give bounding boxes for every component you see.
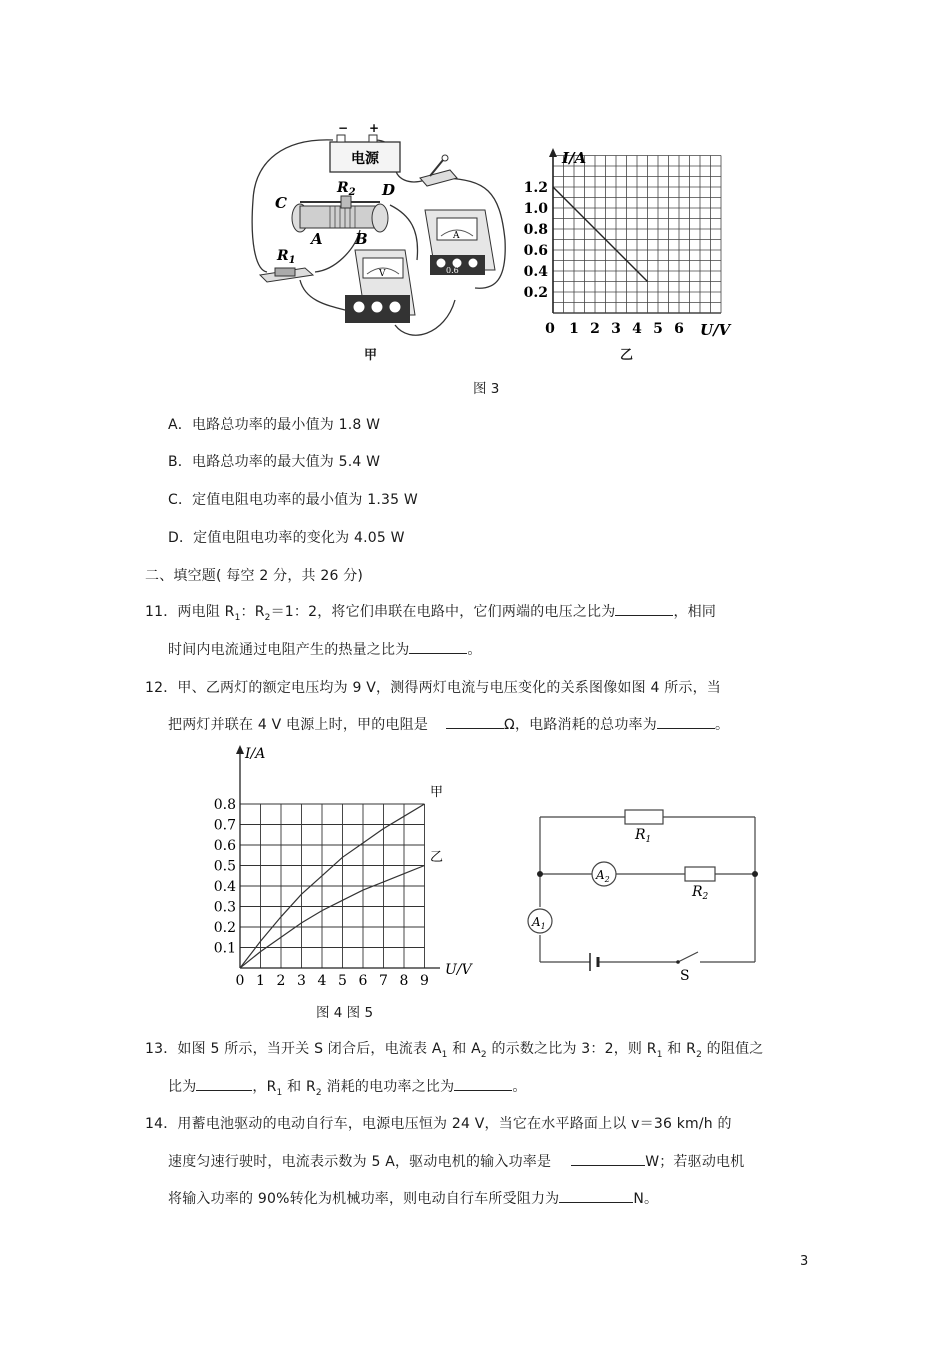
label-A1: $A_1$ xyxy=(532,915,546,931)
figure4-curve-jia-label: 甲 xyxy=(430,785,444,800)
option-a: A．电路总功率的最小值为 1.8 W xyxy=(168,417,381,433)
figure4-graph xyxy=(205,740,475,985)
figure3-xlabel: U/V xyxy=(700,321,731,339)
figure4-ytick: 0.6 xyxy=(213,838,236,854)
q13-line1: 13．如图 5 所示，当开关 S 闭合后，电流表 $A_1$ 和 $A_2$ 的示数之比为 3：2，则 $R_1$ 和 $R_2$ 的阻值之 xyxy=(145,1041,764,1060)
q12-line1: 12．甲、乙两灯的额定电压均为 9 V，测得两灯电流与电压变化的关系图像如图 4 所示，当 xyxy=(145,680,722,696)
option-d: D．定值电阻电功率的变化为 4.05 W xyxy=(168,530,405,546)
figure4-y-arrow xyxy=(236,745,244,754)
figure4-xtick: 2 xyxy=(276,973,286,985)
ammeter-scale: 0.6 xyxy=(446,266,459,275)
label-A: A xyxy=(311,230,323,248)
figure4-xtick: 4 xyxy=(317,973,327,985)
figure3-ytick: 0.6 xyxy=(523,243,548,259)
figure4-ytick: 0.3 xyxy=(213,899,236,916)
figure4-xtick: 6 xyxy=(358,973,368,985)
figure3-xtick: 2 xyxy=(590,321,600,337)
q11-line1: 11．两电阻 $R_1$：$R_2=1$：2，将它们串联在电路中，它们两端的电压之比为 ，相同 xyxy=(145,604,717,623)
option-c: C．定值电阻电功率的最小值为 1.35 W xyxy=(168,492,418,508)
label-R2: $R_2$ xyxy=(337,180,356,198)
q12-blank-1[interactable] xyxy=(446,716,504,729)
figure3-xtick: 4 xyxy=(632,321,642,337)
figure4-ytick: 0.2 xyxy=(213,920,236,936)
fig45-caption: 图 4 图 5 xyxy=(316,1005,374,1021)
figure3-graph xyxy=(520,145,735,345)
label-R2-fig5: $R_2$ xyxy=(692,884,709,902)
figure3-caption: 图 3 xyxy=(473,381,500,397)
q14-line1: 14．用蓄电池驱动的电动自行车，电源电压恒为 24 V，当它在水平路面上以 v＝36 km/h 的 xyxy=(145,1116,732,1132)
figure3-data-line xyxy=(553,187,648,282)
figure4-curve-yi-label: 乙 xyxy=(430,850,444,865)
label-A2: $A_2$ xyxy=(596,868,610,884)
figure4-curve-yi xyxy=(240,866,425,969)
figure4-xtick: 8 xyxy=(399,973,409,985)
plus-terminal: + xyxy=(369,121,380,135)
q14-line2: 速度匀速行驶时，电流表示数为 5 A，驱动电机的输入功率是 W；若驱动电机 xyxy=(168,1154,745,1170)
figure3-ytick: 0.4 xyxy=(523,264,548,280)
power-supply-label: 电源 xyxy=(351,151,379,167)
q13-blank-2[interactable] xyxy=(454,1078,512,1091)
junction-left xyxy=(537,871,543,877)
figure4-ytick: 0.1 xyxy=(213,940,236,957)
q11-blank-2[interactable] xyxy=(409,641,467,654)
figure4-ytick: 0.5 xyxy=(213,858,236,875)
rheostat xyxy=(292,196,388,232)
figure3-jia-label: 甲 xyxy=(364,348,378,363)
knife-switch xyxy=(420,155,457,186)
voltmeter xyxy=(345,250,415,323)
q14-blank-1[interactable] xyxy=(571,1153,645,1166)
section-title: 二、填空题( 每空 2 分，共 26 分) xyxy=(145,568,364,584)
page-number: 3 xyxy=(800,1254,809,1269)
label-C: C xyxy=(275,194,287,212)
figure5-circuit xyxy=(520,795,770,985)
ammeter xyxy=(425,210,495,275)
ammeter-letter: A xyxy=(453,231,460,241)
label-D: D xyxy=(382,181,396,199)
figure4-grid xyxy=(240,804,425,968)
q13-line2: 比为 ，$R_1$ 和 $R_2$ 消耗的电功率之比为 。 xyxy=(168,1079,527,1098)
label-B: B xyxy=(355,230,368,248)
figure4-ytick: 0.8 xyxy=(213,797,236,813)
figure3-grid xyxy=(553,156,721,314)
figure3-ytick: 1.2 xyxy=(523,180,548,196)
figure3-ytick: 0.2 xyxy=(523,285,548,301)
figure3-circuit xyxy=(245,120,515,370)
switch-pivot xyxy=(676,960,680,964)
figure4-ytick: 0.4 xyxy=(213,879,236,895)
figure3-y-arrow xyxy=(549,148,557,157)
figure3-xtick: 0 xyxy=(545,321,555,337)
figure3-xtick: 5 xyxy=(653,321,663,337)
figure4-ytick: 0.7 xyxy=(213,817,236,834)
minus-terminal: − xyxy=(338,121,349,135)
voltmeter-letter: V xyxy=(379,269,386,279)
figure4-xtick: 9 xyxy=(420,973,429,985)
q12-blank-2[interactable] xyxy=(657,716,715,729)
figure3-ylabel: I/A xyxy=(562,149,587,167)
label-S: S xyxy=(680,968,690,984)
q11-blank-1[interactable] xyxy=(615,603,673,616)
figure3-yi-label: 乙 xyxy=(620,348,634,363)
figure3-xtick: 6 xyxy=(674,321,684,337)
fixed-resistor-R1 xyxy=(260,268,313,282)
resistor-R2 xyxy=(685,867,715,881)
figure4-xlabel: U/V xyxy=(445,962,472,978)
figure4-ylabel: I/A xyxy=(245,746,266,762)
figure4-xtick: 5 xyxy=(338,973,347,985)
junction-right xyxy=(752,871,758,877)
q11-line2: 时间内电流通过电阻产生的热量之比为 。 xyxy=(168,642,482,658)
q12-line2: 把两灯并联在 4 V 电源上时，甲的电阻是 Ω，电路消耗的总功率为 。 xyxy=(168,717,730,733)
label-R1: $R_1$ xyxy=(277,248,296,266)
figure4-xtick: 1 xyxy=(256,973,265,985)
q13-blank-1[interactable] xyxy=(196,1078,252,1091)
figure3-xtick: 3 xyxy=(611,321,621,337)
figure3-xtick: 1 xyxy=(569,321,579,337)
label-R1-fig5: $R_1$ xyxy=(635,827,652,845)
figure3-ytick: 1.0 xyxy=(523,201,548,217)
resistor-R1 xyxy=(625,810,663,824)
q14-blank-2[interactable] xyxy=(559,1190,633,1203)
figure3-ytick: 0.8 xyxy=(523,222,548,238)
q14-line3: 将输入功率的 90%转化为机械功率，则电动自行车所受阻力为 N。 xyxy=(168,1191,659,1207)
figure4-xtick: 7 xyxy=(379,973,388,985)
figure4-xtick: 0 xyxy=(235,973,245,985)
option-b: B．电路总功率的最大值为 5.4 W xyxy=(168,454,381,470)
figure4-xtick: 3 xyxy=(297,973,306,985)
